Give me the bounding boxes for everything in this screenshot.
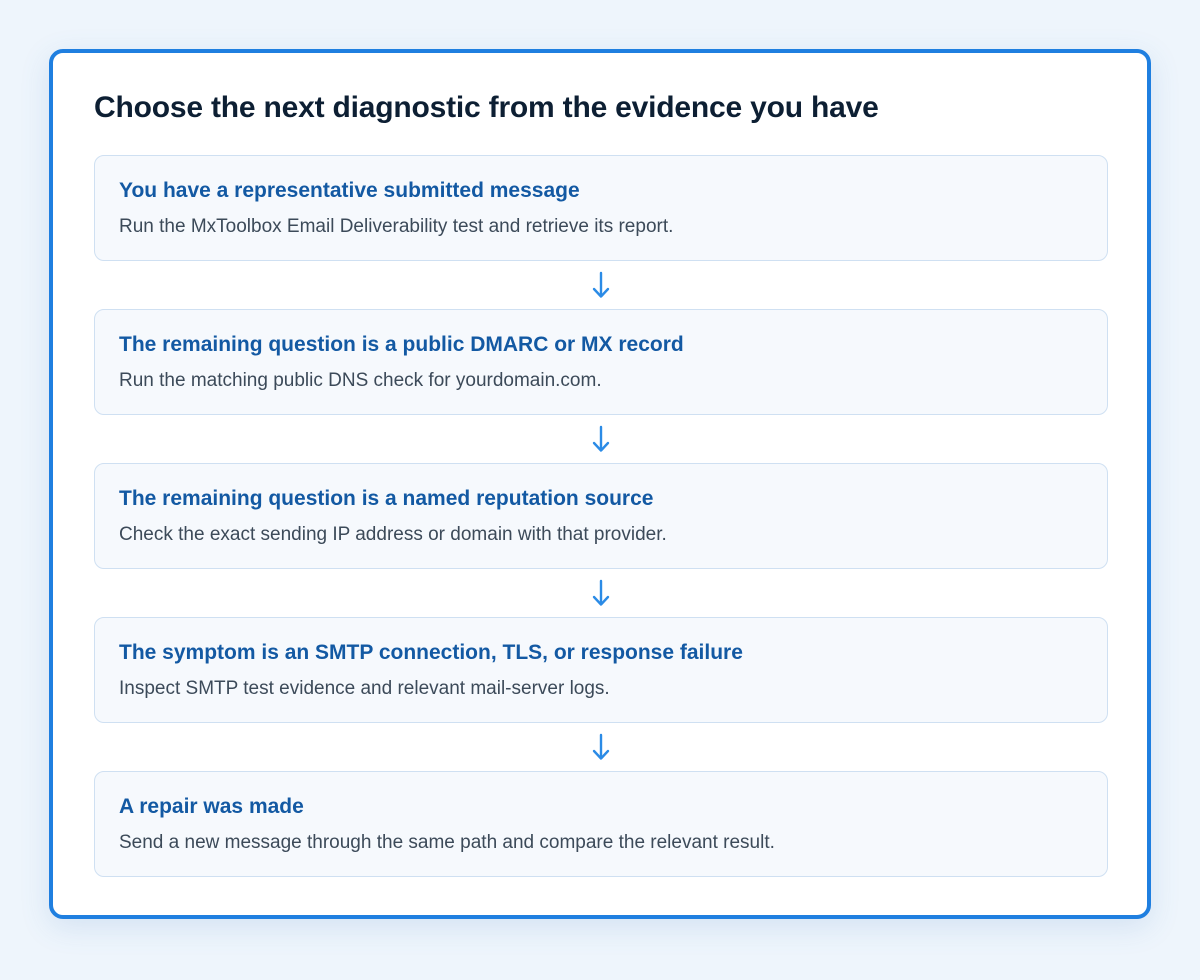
step-reputation-source [94,463,1108,569]
step-description: Run the MxToolbox Email Deliverability test and retrieve its report. [119,216,674,237]
step-public-dns-record [94,309,1108,415]
step-description: Check the exact sending IP address or domain with that provider. [119,524,667,545]
step-title: You have a representative submitted message [119,179,580,202]
arrow-down-icon [94,415,1108,463]
page-title: Choose the next diagnostic from the evidence you have [94,91,879,124]
arrow-down-icon [94,569,1108,617]
step-title: The remaining question is a public DMARC or MX record [119,333,684,356]
step-description: Inspect SMTP test evidence and relevant mail-server logs. [119,678,610,699]
step-description: Send a new message through the same path and compare the relevant result. [119,832,775,853]
step-smtp-failure [94,617,1108,723]
arrow-down-icon [94,723,1108,771]
diagnostic-flow-card [49,49,1151,919]
step-title: A repair was made [119,795,304,818]
diagnostic-steps [94,155,1108,877]
step-title: The remaining question is a named reputation source [119,487,654,510]
arrow-down-icon [94,261,1108,309]
step-description: Run the matching public DNS check for yourdomain.com. [119,370,602,391]
step-title: The symptom is an SMTP connection, TLS, or response failure [119,641,743,664]
step-representative-message [94,155,1108,261]
step-repair-made [94,771,1108,877]
